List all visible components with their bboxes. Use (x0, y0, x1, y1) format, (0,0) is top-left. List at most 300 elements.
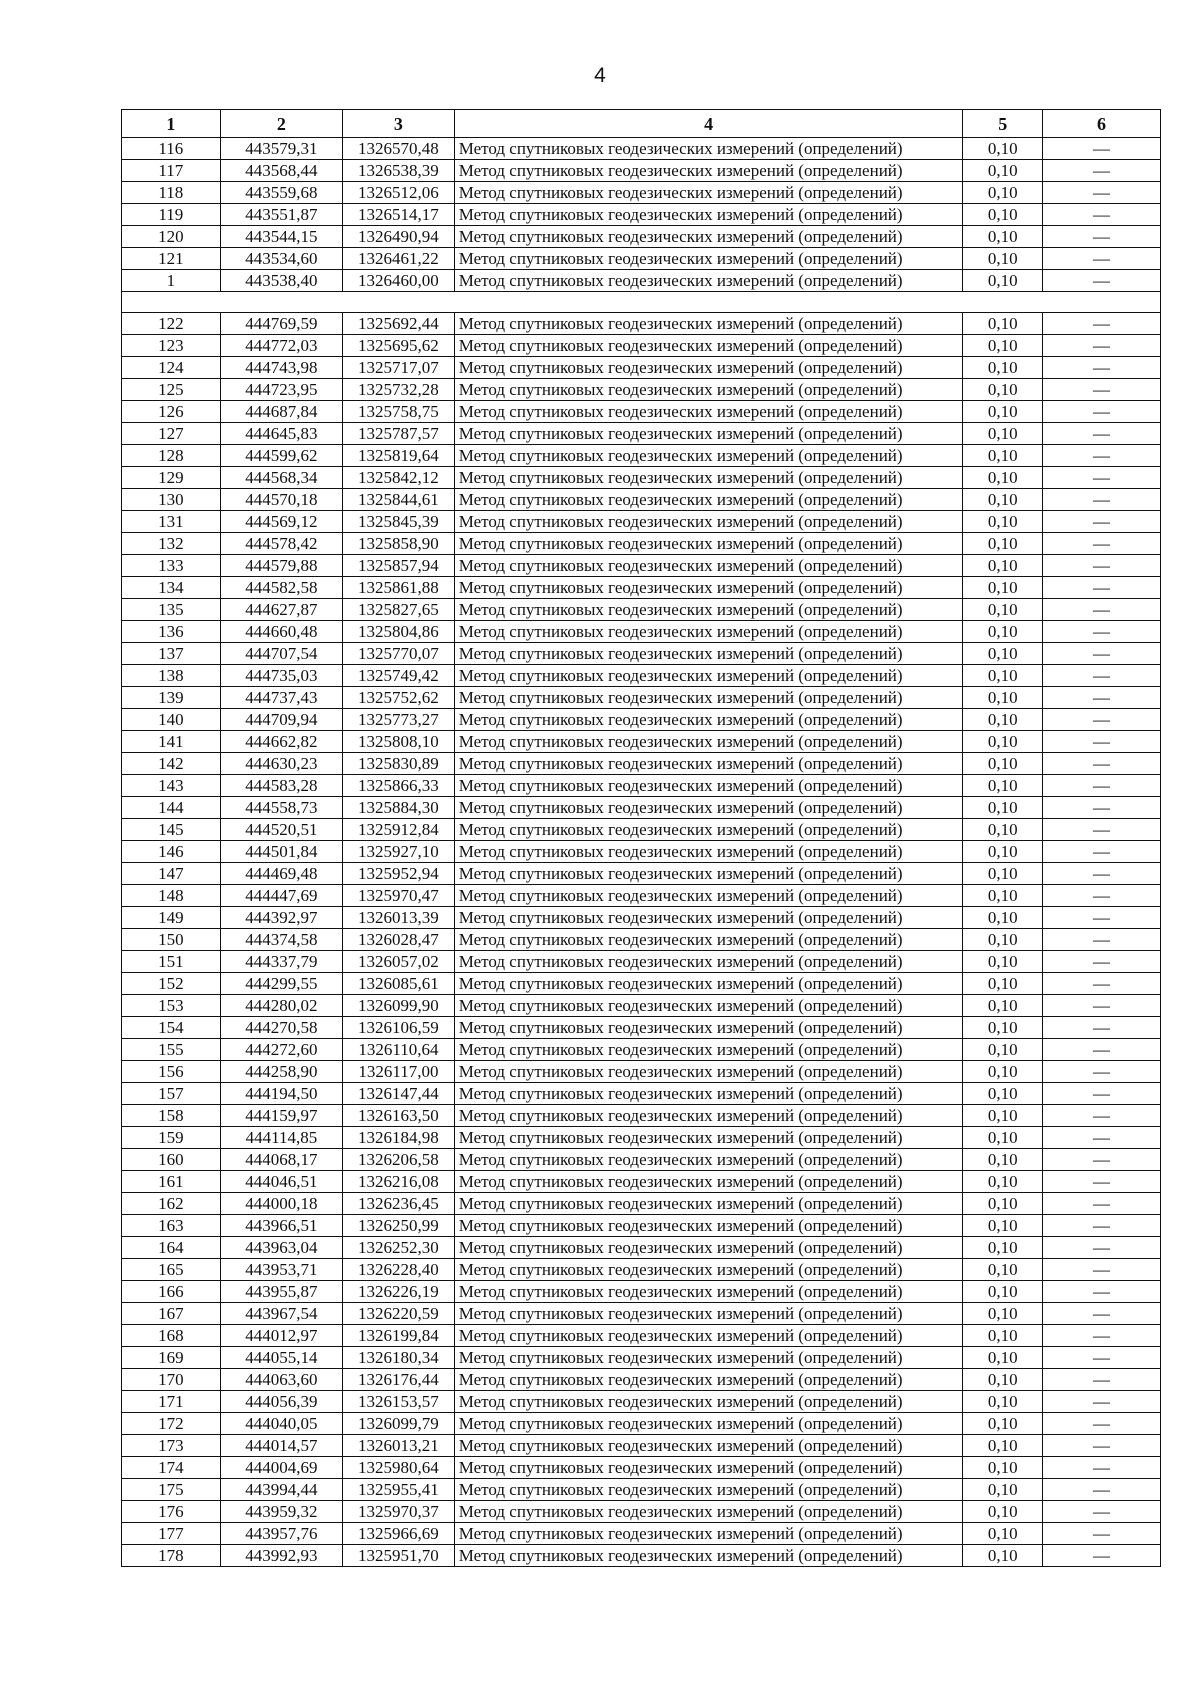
x-coordinate-cell: 444709,94 (220, 709, 342, 731)
dash-cell: — (1042, 204, 1160, 226)
accuracy-cell: 0,10 (963, 555, 1042, 577)
accuracy-cell: 0,10 (963, 841, 1042, 863)
dash-cell: — (1042, 1325, 1160, 1347)
dash-cell: — (1042, 357, 1160, 379)
table-row (122, 731, 1161, 753)
accuracy-cell: 0,10 (963, 357, 1042, 379)
dash-cell: — (1042, 885, 1160, 907)
method-cell: Метод спутниковых геодезических измерений (определений) (454, 1435, 963, 1457)
table-row (122, 1413, 1161, 1435)
header-col-3: 3 (343, 110, 455, 138)
x-coordinate-cell: 444687,84 (220, 401, 342, 423)
y-coordinate-cell: 1326176,44 (343, 1369, 455, 1391)
y-coordinate-cell: 1326106,59 (343, 1017, 455, 1039)
x-coordinate-cell: 444469,48 (220, 863, 342, 885)
method-cell: Метод спутниковых геодезических измерений (определений) (454, 1259, 963, 1281)
point-number-cell: 123 (122, 335, 221, 357)
y-coordinate-cell: 1325970,37 (343, 1501, 455, 1523)
dash-cell: — (1042, 1545, 1160, 1567)
point-number-cell: 148 (122, 885, 221, 907)
dash-cell: — (1042, 643, 1160, 665)
dash-cell: — (1042, 138, 1160, 160)
method-cell: Метод спутниковых геодезических измерений (определений) (454, 577, 963, 599)
method-cell: Метод спутниковых геодезических измерений (определений) (454, 1457, 963, 1479)
x-coordinate-cell: 444056,39 (220, 1391, 342, 1413)
dash-cell: — (1042, 1061, 1160, 1083)
accuracy-cell: 0,10 (963, 423, 1042, 445)
accuracy-cell: 0,10 (963, 1545, 1042, 1567)
point-number-cell: 127 (122, 423, 221, 445)
accuracy-cell: 0,10 (963, 467, 1042, 489)
x-coordinate-cell: 443959,32 (220, 1501, 342, 1523)
dash-cell: — (1042, 1259, 1160, 1281)
point-number-cell: 116 (122, 138, 221, 160)
table-row (122, 533, 1161, 555)
accuracy-cell: 0,10 (963, 204, 1042, 226)
header-col-2: 2 (220, 110, 342, 138)
method-cell: Метод спутниковых геодезических измерений (определений) (454, 270, 963, 292)
table-row (122, 863, 1161, 885)
accuracy-cell: 0,10 (963, 226, 1042, 248)
point-number-cell: 130 (122, 489, 221, 511)
table-row (122, 1457, 1161, 1479)
table-row (122, 1369, 1161, 1391)
y-coordinate-cell: 1326252,30 (343, 1237, 455, 1259)
accuracy-cell: 0,10 (963, 665, 1042, 687)
y-coordinate-cell: 1326099,90 (343, 995, 455, 1017)
point-number-cell: 166 (122, 1281, 221, 1303)
y-coordinate-cell: 1325732,28 (343, 379, 455, 401)
y-coordinate-cell: 1325955,41 (343, 1479, 455, 1501)
table-row (122, 357, 1161, 379)
y-coordinate-cell: 1326028,47 (343, 929, 455, 951)
group-separator-row (122, 292, 1161, 313)
y-coordinate-cell: 1326153,57 (343, 1391, 455, 1413)
accuracy-cell: 0,10 (963, 1193, 1042, 1215)
point-number-cell: 168 (122, 1325, 221, 1347)
method-cell: Метод спутниковых геодезических измерений (определений) (454, 445, 963, 467)
method-cell: Метод спутниковых геодезических измерений (определений) (454, 1413, 963, 1435)
point-number-cell: 133 (122, 555, 221, 577)
point-number-cell: 162 (122, 1193, 221, 1215)
table-row (122, 621, 1161, 643)
table-row (122, 775, 1161, 797)
table-row (122, 270, 1161, 292)
x-coordinate-cell: 444737,43 (220, 687, 342, 709)
y-coordinate-cell: 1326163,50 (343, 1105, 455, 1127)
table-row (122, 1501, 1161, 1523)
dash-cell: — (1042, 1193, 1160, 1215)
x-coordinate-cell: 444447,69 (220, 885, 342, 907)
point-number-cell: 144 (122, 797, 221, 819)
table-row (122, 1281, 1161, 1303)
point-number-cell: 161 (122, 1171, 221, 1193)
dash-cell: — (1042, 401, 1160, 423)
x-coordinate-cell: 444272,60 (220, 1039, 342, 1061)
method-cell: Метод спутниковых геодезических измерений (определений) (454, 1127, 963, 1149)
table-row (122, 182, 1161, 204)
group-separator-cell (122, 292, 1161, 313)
x-coordinate-cell: 443994,44 (220, 1479, 342, 1501)
table-row (122, 709, 1161, 731)
table-row (122, 973, 1161, 995)
dash-cell: — (1042, 1039, 1160, 1061)
table-row (122, 313, 1161, 335)
y-coordinate-cell: 1326226,19 (343, 1281, 455, 1303)
point-number-cell: 147 (122, 863, 221, 885)
y-coordinate-cell: 1326184,98 (343, 1127, 455, 1149)
dash-cell: — (1042, 248, 1160, 270)
accuracy-cell: 0,10 (963, 1061, 1042, 1083)
accuracy-cell: 0,10 (963, 1105, 1042, 1127)
y-coordinate-cell: 1326057,02 (343, 951, 455, 973)
method-cell: Метод спутниковых геодезических измерений (определений) (454, 138, 963, 160)
x-coordinate-cell: 444578,42 (220, 533, 342, 555)
dash-cell: — (1042, 665, 1160, 687)
table-row (122, 1171, 1161, 1193)
point-number-cell: 125 (122, 379, 221, 401)
table-row (122, 753, 1161, 775)
x-coordinate-cell: 444159,97 (220, 1105, 342, 1127)
dash-cell: — (1042, 621, 1160, 643)
point-number-cell: 136 (122, 621, 221, 643)
dash-cell: — (1042, 841, 1160, 863)
dash-cell: — (1042, 577, 1160, 599)
x-coordinate-cell: 444772,03 (220, 335, 342, 357)
x-coordinate-cell: 444569,12 (220, 511, 342, 533)
method-cell: Метод спутниковых геодезических измерений (определений) (454, 1325, 963, 1347)
table-row (122, 1479, 1161, 1501)
accuracy-cell: 0,10 (963, 907, 1042, 929)
point-number-cell: 121 (122, 248, 221, 270)
accuracy-cell: 0,10 (963, 1457, 1042, 1479)
dash-cell: — (1042, 599, 1160, 621)
point-number-cell: 120 (122, 226, 221, 248)
x-coordinate-cell: 444627,87 (220, 599, 342, 621)
point-number-cell: 176 (122, 1501, 221, 1523)
accuracy-cell: 0,10 (963, 709, 1042, 731)
point-number-cell: 119 (122, 204, 221, 226)
accuracy-cell: 0,10 (963, 819, 1042, 841)
accuracy-cell: 0,10 (963, 1325, 1042, 1347)
dash-cell: — (1042, 951, 1160, 973)
table-row (122, 907, 1161, 929)
x-coordinate-cell: 444660,48 (220, 621, 342, 643)
method-cell: Метод спутниковых геодезических измерений (определений) (454, 1215, 963, 1237)
table-body (122, 138, 1161, 1567)
x-coordinate-cell: 444337,79 (220, 951, 342, 973)
point-number-cell: 139 (122, 687, 221, 709)
dash-cell: — (1042, 1457, 1160, 1479)
x-coordinate-cell: 443955,87 (220, 1281, 342, 1303)
table-row (122, 1237, 1161, 1259)
table-row (122, 1523, 1161, 1545)
header-col-1: 1 (122, 110, 221, 138)
x-coordinate-cell: 443579,31 (220, 138, 342, 160)
point-number-cell: 143 (122, 775, 221, 797)
accuracy-cell: 0,10 (963, 1127, 1042, 1149)
point-number-cell: 132 (122, 533, 221, 555)
y-coordinate-cell: 1325830,89 (343, 753, 455, 775)
method-cell: Метод спутниковых геодезических измерений (определений) (454, 248, 963, 270)
method-cell: Метод спутниковых геодезических измерений (определений) (454, 863, 963, 885)
dash-cell: — (1042, 1083, 1160, 1105)
x-coordinate-cell: 444040,05 (220, 1413, 342, 1435)
point-number-cell: 140 (122, 709, 221, 731)
x-coordinate-cell: 444258,90 (220, 1061, 342, 1083)
x-coordinate-cell: 444707,54 (220, 643, 342, 665)
x-coordinate-cell: 444270,58 (220, 1017, 342, 1039)
dash-cell: — (1042, 753, 1160, 775)
y-coordinate-cell: 1325692,44 (343, 313, 455, 335)
x-coordinate-cell: 444501,84 (220, 841, 342, 863)
point-number-cell: 171 (122, 1391, 221, 1413)
method-cell: Метод спутниковых геодезических измерений (определений) (454, 709, 963, 731)
y-coordinate-cell: 1326514,17 (343, 204, 455, 226)
table-row (122, 951, 1161, 973)
dash-cell: — (1042, 929, 1160, 951)
method-cell: Метод спутниковых геодезических измерений (определений) (454, 1237, 963, 1259)
method-cell: Метод спутниковых геодезических измерений (определений) (454, 1083, 963, 1105)
y-coordinate-cell: 1325861,88 (343, 577, 455, 599)
method-cell: Метод спутниковых геодезических измерений (определений) (454, 753, 963, 775)
dash-cell: — (1042, 1501, 1160, 1523)
method-cell: Метод спутниковых геодезических измерений (определений) (454, 467, 963, 489)
table-row (122, 489, 1161, 511)
y-coordinate-cell: 1326147,44 (343, 1083, 455, 1105)
x-coordinate-cell: 444599,62 (220, 445, 342, 467)
x-coordinate-cell: 444000,18 (220, 1193, 342, 1215)
accuracy-cell: 0,10 (963, 1083, 1042, 1105)
y-coordinate-cell: 1325884,30 (343, 797, 455, 819)
y-coordinate-cell: 1326570,48 (343, 138, 455, 160)
dash-cell: — (1042, 511, 1160, 533)
point-number-cell: 126 (122, 401, 221, 423)
accuracy-cell: 0,10 (963, 335, 1042, 357)
accuracy-cell: 0,10 (963, 1523, 1042, 1545)
method-cell: Метод спутниковых геодезических измерений (определений) (454, 226, 963, 248)
table-row (122, 160, 1161, 182)
accuracy-cell: 0,10 (963, 248, 1042, 270)
table-row (122, 1391, 1161, 1413)
point-number-cell: 146 (122, 841, 221, 863)
table-row (122, 643, 1161, 665)
x-coordinate-cell: 443551,87 (220, 204, 342, 226)
y-coordinate-cell: 1325857,94 (343, 555, 455, 577)
point-number-cell: 122 (122, 313, 221, 335)
table-row (122, 1127, 1161, 1149)
y-coordinate-cell: 1326236,45 (343, 1193, 455, 1215)
table-row (122, 379, 1161, 401)
point-number-cell: 173 (122, 1435, 221, 1457)
point-number-cell: 118 (122, 182, 221, 204)
method-cell: Метод спутниковых геодезических измерений (определений) (454, 1391, 963, 1413)
dash-cell: — (1042, 1237, 1160, 1259)
y-coordinate-cell: 1325842,12 (343, 467, 455, 489)
method-cell: Метод спутниковых геодезических измерений (определений) (454, 1171, 963, 1193)
y-coordinate-cell: 1326228,40 (343, 1259, 455, 1281)
x-coordinate-cell: 443967,54 (220, 1303, 342, 1325)
y-coordinate-cell: 1325749,42 (343, 665, 455, 687)
x-coordinate-cell: 444769,59 (220, 313, 342, 335)
dash-cell: — (1042, 555, 1160, 577)
x-coordinate-cell: 444374,58 (220, 929, 342, 951)
point-number-cell: 160 (122, 1149, 221, 1171)
method-cell: Метод спутниковых геодезических измерений (определений) (454, 929, 963, 951)
dash-cell: — (1042, 1171, 1160, 1193)
header-col-5: 5 (963, 110, 1042, 138)
x-coordinate-cell: 444558,73 (220, 797, 342, 819)
y-coordinate-cell: 1326013,39 (343, 907, 455, 929)
accuracy-cell: 0,10 (963, 1479, 1042, 1501)
dash-cell: — (1042, 863, 1160, 885)
accuracy-cell: 0,10 (963, 1039, 1042, 1061)
point-number-cell: 129 (122, 467, 221, 489)
table-header-row (122, 110, 1161, 138)
table-row (122, 445, 1161, 467)
method-cell: Метод спутниковых геодезических измерений (определений) (454, 204, 963, 226)
y-coordinate-cell: 1325951,70 (343, 1545, 455, 1567)
y-coordinate-cell: 1326490,94 (343, 226, 455, 248)
method-cell: Метод спутниковых геодезических измерений (определений) (454, 819, 963, 841)
method-cell: Метод спутниковых геодезических измерений (определений) (454, 511, 963, 533)
accuracy-cell: 0,10 (963, 182, 1042, 204)
x-coordinate-cell: 444743,98 (220, 357, 342, 379)
x-coordinate-cell: 443534,60 (220, 248, 342, 270)
dash-cell: — (1042, 533, 1160, 555)
y-coordinate-cell: 1325758,75 (343, 401, 455, 423)
dash-cell: — (1042, 1149, 1160, 1171)
y-coordinate-cell: 1325866,33 (343, 775, 455, 797)
method-cell: Метод спутниковых геодезических измерений (определений) (454, 1479, 963, 1501)
dash-cell: — (1042, 313, 1160, 335)
table-row (122, 335, 1161, 357)
x-coordinate-cell: 444583,28 (220, 775, 342, 797)
table-row (122, 599, 1161, 621)
accuracy-cell: 0,10 (963, 511, 1042, 533)
table-row (122, 665, 1161, 687)
point-number-cell: 157 (122, 1083, 221, 1105)
accuracy-cell: 0,10 (963, 951, 1042, 973)
y-coordinate-cell: 1325858,90 (343, 533, 455, 555)
y-coordinate-cell: 1326180,34 (343, 1347, 455, 1369)
method-cell: Метод спутниковых геодезических измерений (определений) (454, 182, 963, 204)
y-coordinate-cell: 1326099,79 (343, 1413, 455, 1435)
table-row (122, 1039, 1161, 1061)
dash-cell: — (1042, 731, 1160, 753)
point-number-cell: 164 (122, 1237, 221, 1259)
point-number-cell: 172 (122, 1413, 221, 1435)
accuracy-cell: 0,10 (963, 1303, 1042, 1325)
table-row (122, 138, 1161, 160)
table-row (122, 1017, 1161, 1039)
x-coordinate-cell: 444014,57 (220, 1435, 342, 1457)
dash-cell: — (1042, 182, 1160, 204)
point-number-cell: 134 (122, 577, 221, 599)
dash-cell: — (1042, 709, 1160, 731)
accuracy-cell: 0,10 (963, 577, 1042, 599)
dash-cell: — (1042, 1479, 1160, 1501)
accuracy-cell: 0,10 (963, 687, 1042, 709)
accuracy-cell: 0,10 (963, 1501, 1042, 1523)
table-row (122, 1325, 1161, 1347)
accuracy-cell: 0,10 (963, 1281, 1042, 1303)
x-coordinate-cell: 444068,17 (220, 1149, 342, 1171)
table-row (122, 511, 1161, 533)
y-coordinate-cell: 1326512,06 (343, 182, 455, 204)
method-cell: Метод спутниковых геодезических измерений (определений) (454, 643, 963, 665)
point-number-cell: 124 (122, 357, 221, 379)
y-coordinate-cell: 1326110,64 (343, 1039, 455, 1061)
method-cell: Метод спутниковых геодезических измерений (определений) (454, 1193, 963, 1215)
point-number-cell: 141 (122, 731, 221, 753)
x-coordinate-cell: 444582,58 (220, 577, 342, 599)
method-cell: Метод спутниковых геодезических измерений (определений) (454, 1303, 963, 1325)
x-coordinate-cell: 443957,76 (220, 1523, 342, 1545)
table-row (122, 226, 1161, 248)
method-cell: Метод спутниковых геодезических измерений (определений) (454, 995, 963, 1017)
point-number-cell: 151 (122, 951, 221, 973)
accuracy-cell: 0,10 (963, 401, 1042, 423)
point-number-cell: 178 (122, 1545, 221, 1567)
x-coordinate-cell: 444046,51 (220, 1171, 342, 1193)
x-coordinate-cell: 443544,15 (220, 226, 342, 248)
method-cell: Метод спутниковых геодезических измерений (определений) (454, 973, 963, 995)
point-number-cell: 1 (122, 270, 221, 292)
dash-cell: — (1042, 270, 1160, 292)
y-coordinate-cell: 1326206,58 (343, 1149, 455, 1171)
table-row (122, 797, 1161, 819)
dash-cell: — (1042, 467, 1160, 489)
x-coordinate-cell: 444630,23 (220, 753, 342, 775)
accuracy-cell: 0,10 (963, 1413, 1042, 1435)
dash-cell: — (1042, 907, 1160, 929)
accuracy-cell: 0,10 (963, 1017, 1042, 1039)
table-row (122, 1545, 1161, 1567)
y-coordinate-cell: 1326085,61 (343, 973, 455, 995)
point-number-cell: 142 (122, 753, 221, 775)
accuracy-cell: 0,10 (963, 270, 1042, 292)
method-cell: Метод спутниковых геодезических измерений (определений) (454, 621, 963, 643)
y-coordinate-cell: 1325912,84 (343, 819, 455, 841)
method-cell: Метод спутниковых геодезических измерений (определений) (454, 1281, 963, 1303)
method-cell: Метод спутниковых геодезических измерений (определений) (454, 907, 963, 929)
dash-cell: — (1042, 797, 1160, 819)
dash-cell: — (1042, 379, 1160, 401)
dash-cell: — (1042, 819, 1160, 841)
y-coordinate-cell: 1325752,62 (343, 687, 455, 709)
point-number-cell: 117 (122, 160, 221, 182)
y-coordinate-cell: 1326461,22 (343, 248, 455, 270)
accuracy-cell: 0,10 (963, 1259, 1042, 1281)
x-coordinate-cell: 443963,04 (220, 1237, 342, 1259)
accuracy-cell: 0,10 (963, 445, 1042, 467)
y-coordinate-cell: 1325787,57 (343, 423, 455, 445)
accuracy-cell: 0,10 (963, 379, 1042, 401)
x-coordinate-cell: 444055,14 (220, 1347, 342, 1369)
table-row (122, 1347, 1161, 1369)
method-cell: Метод спутниковых геодезических измерений (определений) (454, 1369, 963, 1391)
y-coordinate-cell: 1325808,10 (343, 731, 455, 753)
dash-cell: — (1042, 1215, 1160, 1237)
dash-cell: — (1042, 687, 1160, 709)
accuracy-cell: 0,10 (963, 929, 1042, 951)
table-row (122, 995, 1161, 1017)
method-cell: Метод спутниковых геодезических измерений (определений) (454, 599, 963, 621)
point-number-cell: 135 (122, 599, 221, 621)
x-coordinate-cell: 443992,93 (220, 1545, 342, 1567)
x-coordinate-cell: 444114,85 (220, 1127, 342, 1149)
